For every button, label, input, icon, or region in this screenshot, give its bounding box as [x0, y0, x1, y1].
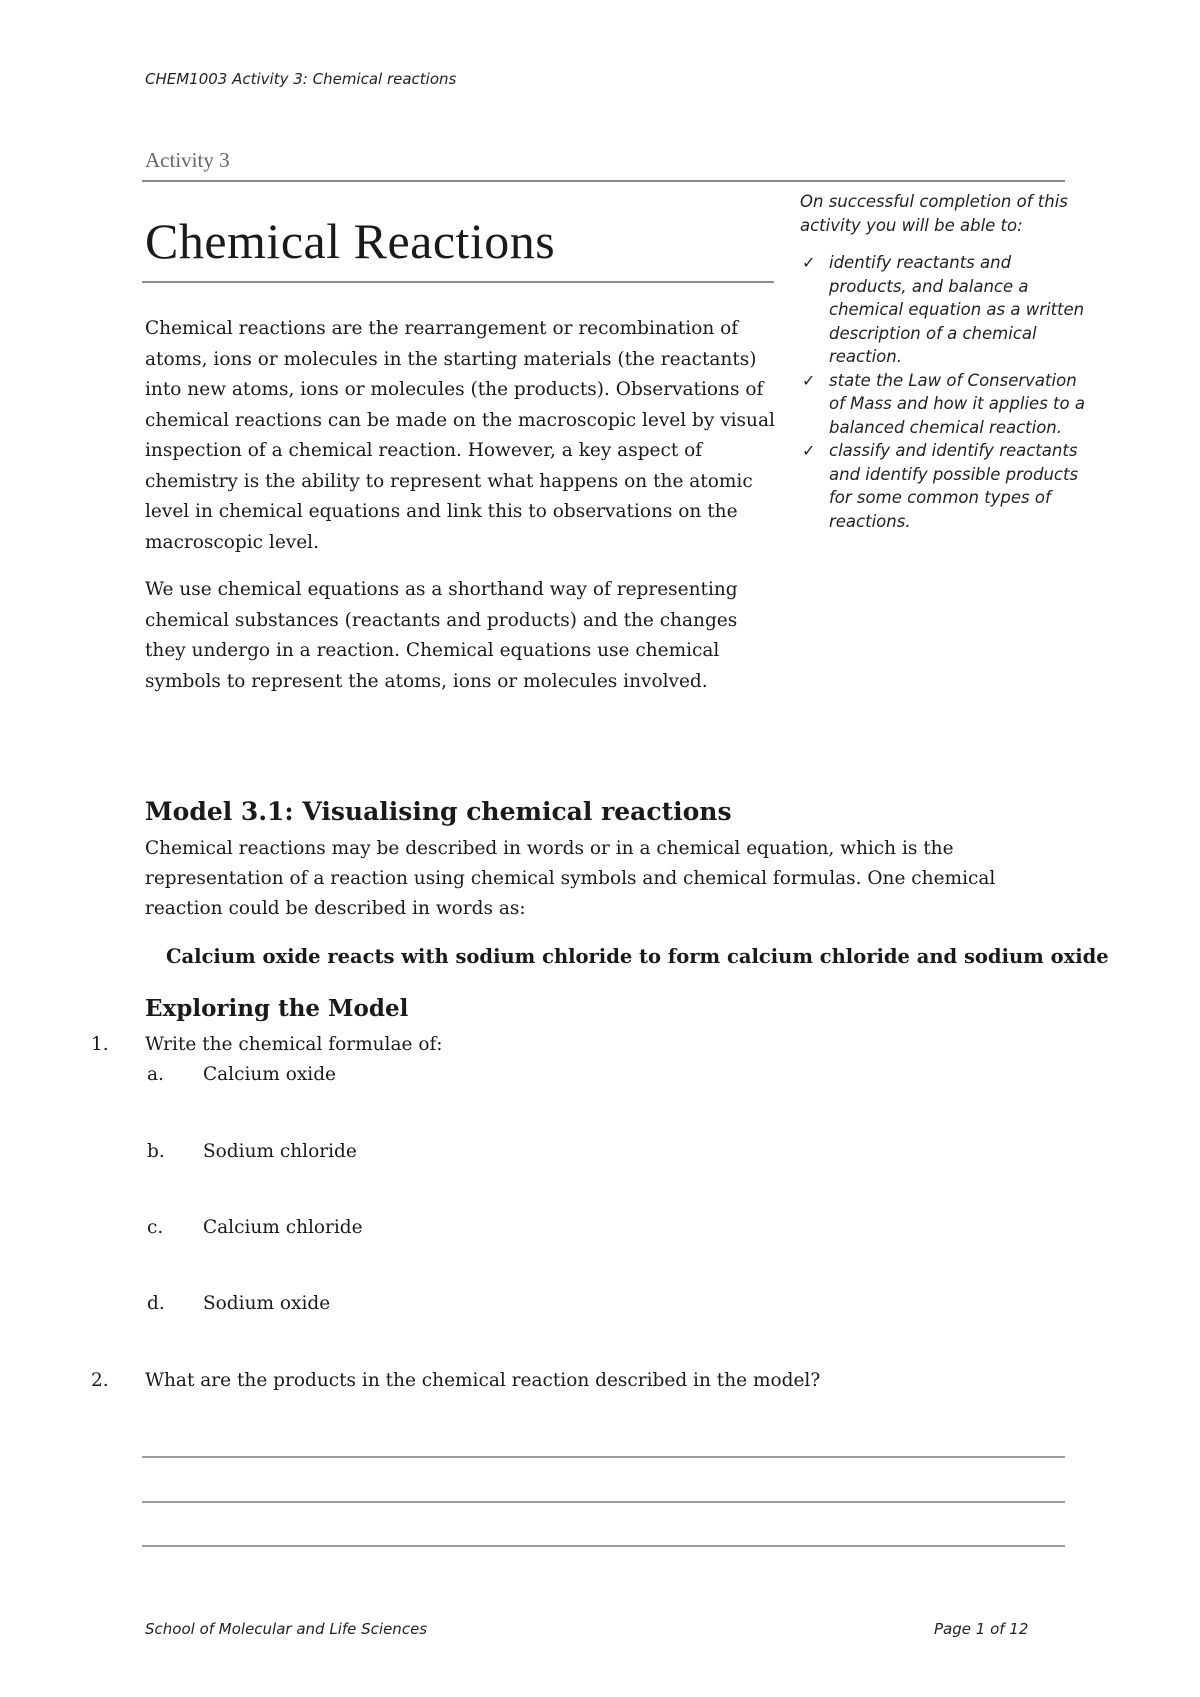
checkmark-icon: ✓: [802, 441, 816, 460]
page-number: Page 1 of 12: [934, 1620, 1029, 1638]
title-rule: [142, 281, 774, 283]
subquestion-label: a.: [147, 1064, 164, 1085]
subquestion-label: c.: [147, 1217, 164, 1238]
subquestion-label: b.: [147, 1141, 165, 1162]
reaction-in-words: Calcium oxide reacts with sodium chloride to form calcium chloride and sodium oxide: [166, 945, 1109, 968]
outcome-item: [800, 369, 1090, 440]
question-text: What are the products in the chemical reaction described in the model?: [145, 1370, 821, 1391]
exploring-heading: Exploring the Model: [145, 995, 409, 1022]
footer-school: School of Molecular and Life Sciences: [145, 1620, 428, 1638]
subquestion-text: Calcium oxide: [203, 1064, 336, 1085]
subquestion-text: Sodium oxide: [203, 1293, 331, 1314]
checkmark-icon: ✓: [802, 370, 816, 390]
activity-label: Activity 3: [145, 148, 230, 172]
question-number: 1.: [91, 1034, 109, 1055]
intro-paragraph-2: [145, 575, 775, 697]
learning-outcomes-sidebar: [800, 190, 1090, 533]
answer-line[interactable]: [142, 1501, 1065, 1503]
outcomes-intro: On successful completion of this activity you will be able to:: [800, 192, 1068, 235]
intro-text-1: Chemical reactions are the rearrangement or recombination of atoms, ions or molecules in the starting materials (the reactants) into new atoms, ions or molecules (the products). Observations of chemical reactions can be made on the macroscopic level by visual inspection of a chemical reaction. However, a key aspect of chemistry is the ability to represent what happens on the atomic level in chemical equations and link this to observations on the macroscopic level.: [145, 318, 775, 553]
header-rule: [142, 180, 1065, 182]
model-heading: Model 3.1: Visualising chemical reactions: [145, 797, 732, 826]
subquestion-label: d.: [147, 1293, 165, 1314]
outcome-text: classify and identify reactants and identify possible products for some common types of reactions.: [829, 441, 1079, 531]
outcome-item: [800, 439, 1090, 533]
outcomes-list: [800, 251, 1090, 533]
intro-paragraph-1: [145, 314, 775, 558]
checkmark-icon: ✓: [802, 253, 816, 272]
model-description: Chemical reactions may be described in words or in a chemical equation, which is the representation of a reaction using chemical symbols and chemical formulas. One chemical reaction could be described in words as:: [145, 838, 996, 919]
subquestion-text: Sodium chloride: [203, 1141, 357, 1162]
outcome-text: identify reactants and products, and balance a chemical equation as a written description of a chemical reaction.: [829, 253, 1085, 366]
question-number: 2.: [91, 1370, 109, 1391]
subquestion-text: Calcium chloride: [203, 1217, 363, 1238]
outcome-item: [800, 251, 1090, 369]
question-text: Write the chemical formulae of:: [145, 1034, 443, 1055]
outcome-text: state the Law of Conservation of Mass and how it applies to a balanced chemical reaction.: [829, 370, 1085, 437]
intro-text-2: We use chemical equations as a shorthand way of representing chemical substances (reactants and products) and the changes they undergo in a reaction. Chemical equations use chemical symbols to represent the atoms, ions or molecules involved.: [145, 579, 738, 692]
answer-line[interactable]: [142, 1456, 1065, 1458]
answer-line[interactable]: [142, 1545, 1065, 1547]
running-header: CHEM1003 Activity 3: Chemical reactions: [145, 70, 457, 88]
page-title: Chemical Reactions: [145, 213, 556, 269]
